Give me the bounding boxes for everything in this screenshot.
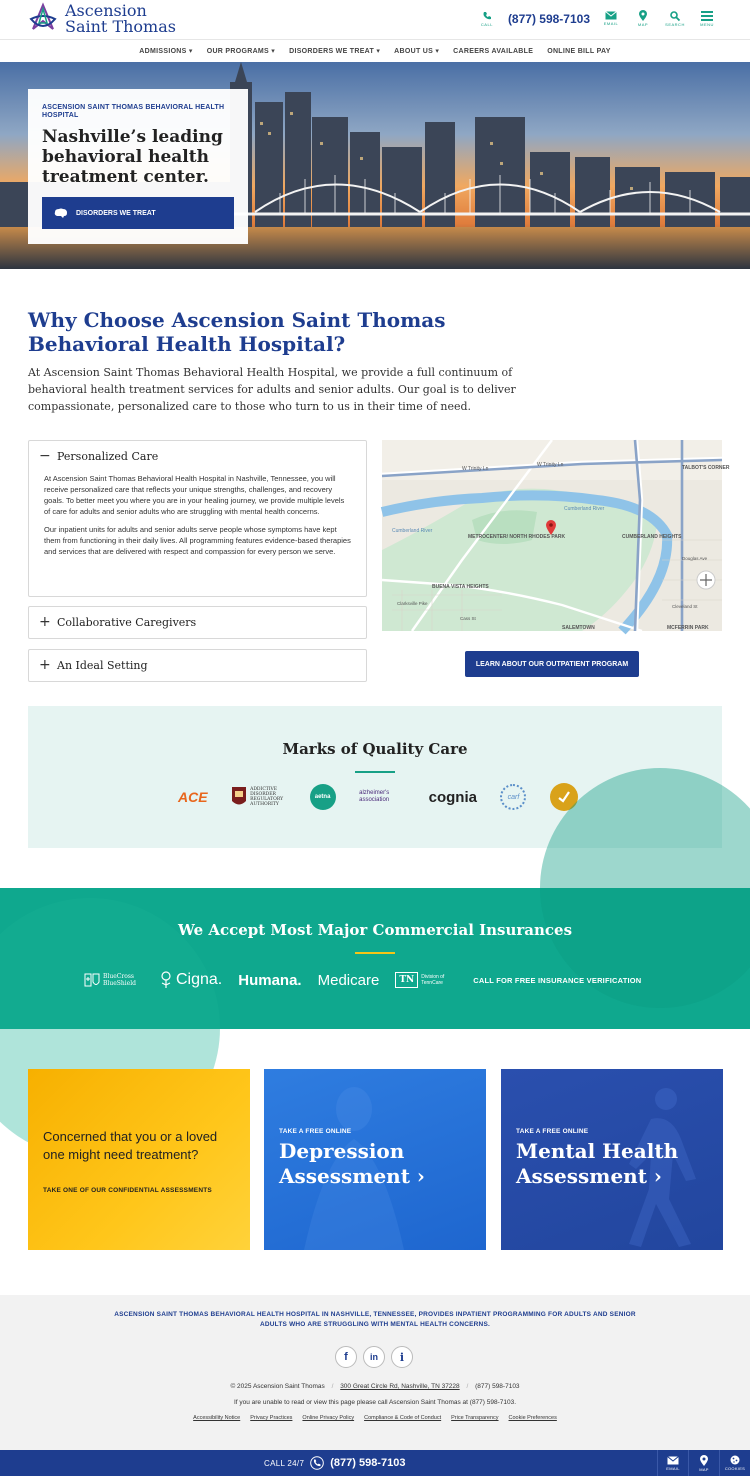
header-search-label: SEARCH xyxy=(665,21,685,27)
logo-name-line1: Ascension xyxy=(65,1,147,20)
map-label: W Trinity Ln xyxy=(462,466,489,472)
sticky-map-label: MAP xyxy=(699,1466,709,1472)
map-label: W Trinity Ln xyxy=(537,462,564,468)
bcbs-logo xyxy=(84,973,143,987)
footer-separator: / xyxy=(331,1383,334,1390)
footer-link-accessibility-notice[interactable]: Accessibility Notice xyxy=(193,1415,241,1421)
tenncare-badge: TN xyxy=(395,972,418,988)
bcbs-logo-text: BlueCross BlueShield xyxy=(103,973,136,987)
nav-online-bill-pay[interactable]: ONLINE BILL PAY xyxy=(547,47,611,55)
adra-logo-text: ADDICTIVE DISORDER REGULATORY AUTHORITY xyxy=(250,787,284,807)
footer-link-compliance[interactable]: Compliance & Code of Conduct xyxy=(364,1415,442,1421)
divider xyxy=(355,771,395,773)
header-email-label: EMAIL xyxy=(603,21,619,26)
email-icon xyxy=(667,1456,679,1465)
logo-name-line2: Saint Thomas xyxy=(65,17,176,36)
map-label: TALBOT'S CORNER xyxy=(682,465,730,471)
mental-health-card-title: Mental Health Assessment › xyxy=(516,1139,679,1188)
medicare-logo: Medicare xyxy=(317,971,380,989)
map-label: Clarksville Pike xyxy=(397,601,428,606)
accordion-personalized-care xyxy=(28,440,367,597)
main-nav xyxy=(0,40,750,62)
footer-link-price-transparency[interactable]: Price Transparency xyxy=(451,1415,499,1421)
accordion-title: Collaborative Caregivers xyxy=(57,615,197,629)
map-label: SALEMTOWN xyxy=(562,625,595,631)
map-label: Cass St xyxy=(460,616,476,621)
sticky-cookies-label: COOKIES xyxy=(724,1466,746,1471)
map-pin-icon xyxy=(639,10,647,21)
sticky-call-bar xyxy=(0,1450,750,1476)
disorders-we-treat-button[interactable] xyxy=(42,197,234,229)
ace-logo: ACE xyxy=(178,789,208,805)
accordion-header-collaborative-caregivers[interactable] xyxy=(29,607,366,637)
map-label: METROCENTER/ NORTH RHODES PARK xyxy=(468,534,566,540)
bcbs-cross-shield-icon xyxy=(84,973,100,987)
map-label: BUENA VISTA HEIGHTS xyxy=(432,584,489,590)
collapse-icon: − xyxy=(39,448,51,464)
insurance-section xyxy=(0,888,750,1029)
hero-banner xyxy=(0,62,750,269)
map-label: Douglas Ave xyxy=(682,556,708,561)
hero-eyebrow: ASCENSION SAINT THOMAS BEHAVIORAL HEALTH HOSPITAL xyxy=(42,104,225,119)
assessment-intro-subtitle: TAKE ONE OF OUR CONFIDENTIAL ASSESSMENTS xyxy=(43,1187,212,1194)
accordion-header-ideal-setting[interactable] xyxy=(29,650,366,680)
header-menu-button[interactable] xyxy=(696,11,718,27)
map-label: MCFERRIN PARK xyxy=(667,625,709,631)
depression-card-eyebrow: TAKE A FREE ONLINE xyxy=(279,1128,352,1135)
why-choose-heading: Why Choose Ascension Saint Thomas Behavioral Health Hospital? xyxy=(28,308,446,356)
nav-disorders-we-treat[interactable]: DISORDERS WE TREAT ▾ xyxy=(289,48,381,55)
header-call-label: CALL xyxy=(480,21,493,27)
accordion-title: An Ideal Setting xyxy=(57,658,148,672)
accordion-title: Personalized Care xyxy=(57,449,159,463)
sticky-email-button[interactable] xyxy=(657,1450,688,1476)
header-phone-number: (877) 598-7103 xyxy=(507,11,590,26)
footer-copyright: © 2025 Ascension Saint Thomas xyxy=(230,1383,325,1390)
footer-lead: ASCENSION SAINT THOMAS BEHAVIORAL HEALTH HOSPITAL IN NASHVILLE, TENNESSEE, PROVIDES INPATIENT PROGRAMMING FOR ADULTS AND SENIOR ADULTS WHO ARE STRUGGLING WITH MENTAL HEALTH CONCERNS. xyxy=(114,1311,636,1328)
map-graphic xyxy=(382,440,730,631)
sticky-map-button[interactable] xyxy=(688,1450,719,1476)
accordion-header-personalized-care[interactable] xyxy=(29,441,366,471)
header-map-button[interactable] xyxy=(632,10,654,27)
depression-card-title: Depression Assessment › xyxy=(279,1139,425,1188)
sticky-call-link[interactable] xyxy=(264,1450,405,1476)
adra-logo xyxy=(231,786,286,808)
why-choose-body: At Ascension Saint Thomas Behavioral Health Hospital, we provide a full continuum of behavioral health treatment services for adults and senior adults. Our goal is to deliver compassionate, personalized care to those who turn to us in their time of need. xyxy=(28,366,516,413)
map-label: Cumberland River xyxy=(564,506,605,512)
linkedin-icon[interactable]: in xyxy=(363,1346,385,1368)
accordion-ideal-setting[interactable] xyxy=(28,649,367,682)
footer-link-privacy-practices[interactable]: Privacy Practices xyxy=(250,1415,293,1421)
header-call-button[interactable] xyxy=(476,11,498,27)
email-icon xyxy=(605,11,617,20)
hero-card xyxy=(28,89,248,244)
assessment-intro-card xyxy=(28,1069,250,1250)
tenncare-logo-text: Division of TennCare xyxy=(421,974,445,986)
accordion-collaborative-caregivers[interactable] xyxy=(28,606,367,639)
footer-link-online-privacy-policy[interactable]: Online Privacy Policy xyxy=(302,1415,355,1421)
accordion-paragraph: Our inpatient units for adults and senior adults serve people whose symptoms have kept them from functioning in their daily lives. All programming features evidence-based therapies and services that are delivered with respect and compassion for every person we serve. xyxy=(44,525,351,556)
alzheimers-association-logo: alzheimer's association xyxy=(359,790,390,803)
footer-phone[interactable]: (877) 598-7103 xyxy=(475,1383,520,1390)
mental-health-card-eyebrow: TAKE A FREE ONLINE xyxy=(516,1128,589,1135)
info-icon[interactable]: i xyxy=(391,1346,413,1368)
nav-admissions[interactable]: ADMISSIONS ▾ xyxy=(139,48,193,55)
accordion-body xyxy=(29,471,366,567)
phone-icon xyxy=(482,11,492,21)
footer-link-cookie-preferences[interactable]: Cookie Preferences xyxy=(508,1415,557,1421)
brain-icon xyxy=(54,208,68,218)
footer-info xyxy=(0,1383,750,1390)
menu-icon xyxy=(701,11,713,21)
sticky-email-label: EMAIL xyxy=(666,1465,680,1471)
nav-our-programs[interactable]: OUR PROGRAMS ▾ xyxy=(206,48,276,55)
header-email-button[interactable] xyxy=(600,11,622,26)
checkmark-seal-icon xyxy=(556,789,572,805)
expand-icon: + xyxy=(39,614,51,630)
insurance-background-pattern xyxy=(0,888,750,1029)
hero-title: Nashville’s leading behavioral health treatment center. xyxy=(42,127,223,187)
humana-logo: Humana. xyxy=(238,971,302,989)
footer-separator: / xyxy=(466,1383,469,1390)
header-menu-label: MENU xyxy=(700,21,714,27)
search-icon xyxy=(670,11,680,21)
insurance-verification-link[interactable]: CALL FOR FREE INSURANCE VERIFICATION xyxy=(473,975,642,985)
disorders-we-treat-label: DISORDERS WE TREAT xyxy=(76,209,156,217)
map-label: CUMBERLAND HEIGHTS xyxy=(622,534,682,540)
site-header xyxy=(0,0,750,40)
facebook-icon[interactable]: f xyxy=(335,1346,357,1368)
insurance-title: We Accept Most Major Commercial Insurances xyxy=(177,921,573,939)
assessment-intro-title: Concerned that you or a loved one might need treatment? xyxy=(43,1129,218,1162)
cigna-tree-icon xyxy=(159,971,173,989)
tenncare-logo xyxy=(395,972,451,988)
cognia-logo: cognia xyxy=(428,788,477,806)
footer-accessibility-note: If you are unable to read or view this page please call Ascension Saint Thomas at (877) 598-7103. xyxy=(233,1399,517,1406)
map-label: Cleveland St xyxy=(672,604,698,609)
expand-icon: + xyxy=(39,657,51,673)
ascension-logo-icon xyxy=(27,3,59,35)
footer-address-link[interactable]: 300 Great Circle Rd, Nashville, TN 37228 xyxy=(340,1383,460,1390)
footer-links xyxy=(0,1415,750,1421)
mental-health-assessment-card[interactable] xyxy=(501,1069,723,1250)
outpatient-program-button[interactable]: LEARN ABOUT OUR OUTPATIENT PROGRAM xyxy=(465,651,639,677)
nav-about-us[interactable]: ABOUT US ▾ xyxy=(394,48,440,55)
sticky-call-label: CALL 24/7 xyxy=(264,1458,305,1468)
site-logo[interactable] xyxy=(27,3,176,35)
accordion-paragraph: At Ascension Saint Thomas Behavioral Health Hospital in Nashville, Tennessee, you will receive personalized care that reflects your unique strengths, challenges, and recovery goals. To better meet you where you are in your healing journey, we provide multiple levels of care for adults and senior adults who are struggling with mental health concerns. xyxy=(44,474,345,516)
site-footer xyxy=(0,1295,750,1450)
map-label: Cumberland River xyxy=(392,528,433,534)
header-phone-link[interactable] xyxy=(508,12,590,26)
header-map-label: MAP xyxy=(637,22,649,27)
nav-careers[interactable]: CAREERS AVAILABLE xyxy=(453,47,534,55)
aetna-logo: aetna xyxy=(310,784,336,810)
cookie-icon xyxy=(730,1455,740,1465)
sticky-cookies-button[interactable] xyxy=(719,1450,750,1476)
adra-seal-icon xyxy=(231,786,247,808)
cigna-logo-text: Cigna. xyxy=(176,971,223,988)
location-map[interactable] xyxy=(382,440,730,631)
marks-title: Marks of Quality Care xyxy=(282,740,468,758)
sticky-phone-number: (877) 598-7103 xyxy=(330,1457,406,1469)
phone-icon xyxy=(310,1456,324,1470)
carf-logo: carf xyxy=(500,784,526,810)
header-search-button[interactable] xyxy=(664,11,686,27)
divider xyxy=(355,952,395,954)
map-pin-icon xyxy=(700,1455,708,1466)
depression-assessment-card[interactable] xyxy=(264,1069,486,1250)
cigna-logo xyxy=(159,971,222,989)
